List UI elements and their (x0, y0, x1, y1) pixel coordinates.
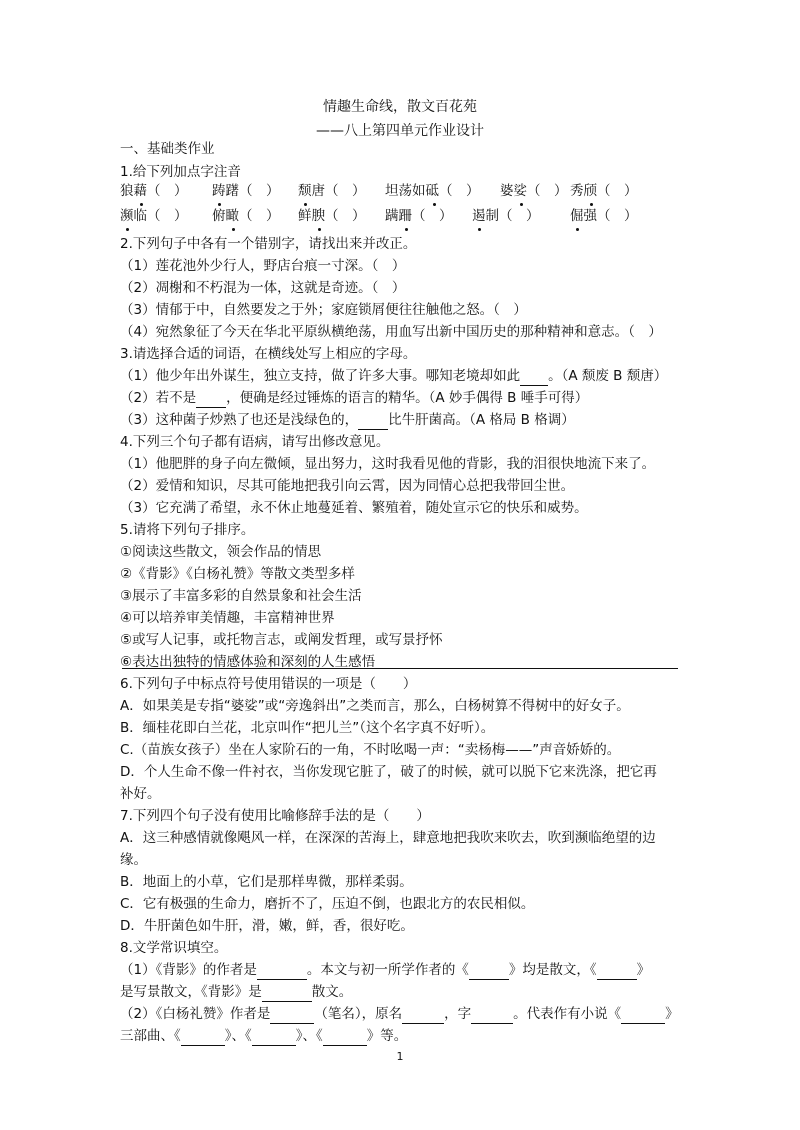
emphasis-dot (126, 228, 129, 231)
question-5-prompt: 5.请将下列句子排序。 (120, 522, 255, 538)
page-title: 情趣生命线，散文百花苑 (323, 99, 477, 115)
answer-blank[interactable] (621, 1009, 665, 1024)
answer-blank[interactable] (181, 1031, 225, 1046)
answer-blank[interactable] (323, 1031, 367, 1046)
question-3-item-1: （1）他少年出外谋生，独立支持，做了许多大事。哪知老境却如此 。（A 颓废 B 颓唐） (120, 368, 668, 384)
question-6-option-b: B．缅桂花即白兰花，北京叫作“把儿兰”（这个名字真不好听）。 (120, 720, 495, 736)
answer-blank[interactable] (196, 393, 226, 408)
emphasis-dot (576, 228, 579, 231)
question-8-prompt: 8.文学常识填空。 (120, 940, 228, 956)
pinyin-item: 狼藉（ ） (120, 183, 188, 199)
question-7-option-a: A．这三种感情就像飓风一样，在深深的苦海上，肆意地把我吹来吹去，吹到濒临绝望的边 (120, 830, 656, 846)
answer-blank[interactable] (520, 371, 548, 386)
question-5-item: ①阅读这些散文，领会作品的情思 (120, 544, 322, 560)
question-4-item: （3）它充满了希望，永不休止地蔓延着、繁殖着，随处宣示它的快乐和威势。 (120, 500, 588, 516)
answer-blank[interactable] (469, 965, 509, 980)
pinyin-item: 颓唐（ ） (298, 183, 366, 199)
question-2-item: （1）莲花池外少行人，野店台痕一寸深。（ ） (120, 258, 406, 274)
answer-line[interactable] (122, 668, 678, 669)
question-5-item: ⑥表达出独特的情感体验和深刻的人生感悟 (120, 654, 376, 670)
pinyin-item: 俯瞰（ ） (212, 208, 280, 224)
answer-blank[interactable] (252, 1031, 296, 1046)
question-4-item: （1）他肥胖的身子向左微倾，显出努力，这时我看见他的背影，我的泪很快地流下来了。 (120, 456, 656, 472)
question-5-item: ④可以培养审美情趣，丰富精神世界 (120, 610, 335, 626)
pinyin-item: 蹒跚（ ） (385, 208, 453, 224)
question-2-item: （4）宛然象征了今天在华北平原纵横绝荡，用血写出新中国历史的那种精神和意志。（ ） (120, 324, 662, 340)
pinyin-item: 婆娑（ ） (500, 183, 568, 199)
question-6-option-c: C.（苗族女孩子）坐在人家阶石的一角，不时吆喝一声：“卖杨梅——”声音娇娇的。 (120, 742, 621, 758)
question-5-item: ⑤或写人记事，或托物言志，或阐发哲理，或写景抒怀 (120, 632, 443, 648)
answer-blank[interactable] (257, 965, 307, 980)
question-7-option-a-cont: 缘。 (120, 852, 147, 868)
emphasis-dot (478, 228, 481, 231)
answer-blank[interactable] (597, 965, 637, 980)
pinyin-row-2 (120, 205, 680, 227)
answer-blank[interactable] (270, 1009, 314, 1024)
pinyin-item: 秀颀（ ） (570, 183, 638, 199)
emphasis-dot (318, 228, 321, 231)
question-6-option-d: D．个人生命不像一件衬衣，当你发现它脏了，破了的时候，就可以脱下它来洗涤，把它再 (120, 764, 657, 780)
pinyin-item: 坦荡如砥（ ） (385, 183, 480, 199)
question-4-item: （2）爱情和知识，尽其可能地把我引向云霄，因为同情心总把我带回尘世。 (120, 478, 575, 494)
pinyin-item: 鲜腴（ ） (298, 208, 366, 224)
question-2-prompt: 2.下列句子中各有一个错别字，请找出来并改正。 (120, 236, 417, 252)
question-1-prompt: 1.给下列加点字注音 (120, 164, 241, 180)
question-8-line-4: 三部曲、《 》、《 》、《 》等。 (120, 1028, 408, 1044)
pinyin-item: 倔强（ ） (570, 208, 638, 224)
question-6-prompt: 6.下列句子中标点符号使用错误的一项是（ ） (120, 676, 417, 692)
answer-blank[interactable] (402, 1009, 444, 1024)
question-7-option-d: D．牛肝菌色如牛肝，滑，嫩，鲜，香，很好吃。 (120, 918, 414, 934)
question-4-prompt: 4.下列三个句子都有语病，请写出修改意见。 (120, 434, 390, 450)
emphasis-dot (232, 228, 235, 231)
page-number: 1 (396, 1050, 404, 1063)
question-7-prompt: 7.下列四个句子没有使用比喻修辞手法的是（ ） (120, 808, 430, 824)
question-7-option-b: B．地面上的小草，它们是那样卑微，那样柔弱。 (120, 874, 413, 890)
question-3-prompt: 3.请选择合适的词语，在横线处写上相应的字母。 (120, 346, 417, 362)
pinyin-row-1 (120, 180, 680, 202)
question-3-item-2: （2）若不是 ，便确是经过锤炼的语言的精华。（A 妙手偶得 B 唾手可得） (120, 390, 589, 406)
question-7-option-c: C．它有极强的生命力，磨折不了，压迫不倒，也跟北方的农民相似。 (120, 896, 535, 912)
question-2-item: （2）凋榭和不朽混为一体，这就是奇迹。（ ） (120, 280, 406, 296)
question-6-option-a: A．如果美是专指“婆娑”或“旁逸斜出”之类而言，那么，白杨树算不得树中的好女子。 (120, 698, 630, 714)
question-5-item: ②《背影》《白杨礼赞》等散文类型多样 (120, 566, 355, 582)
question-6-option-d-cont: 补好。 (120, 786, 161, 802)
answer-blank[interactable] (471, 1009, 513, 1024)
answer-blank[interactable] (358, 415, 388, 430)
page-subtitle: ——八上第四单元作业设计 (316, 123, 484, 139)
question-8-line-1: （1）《背影》的作者是 。本文与初一所学作者的《 》均是散文，《 》 (120, 962, 651, 978)
section-heading: 一、基础类作业 (120, 141, 215, 157)
question-8-line-2: 是写景散文，《背影》是 散文。 (120, 984, 353, 1000)
pinyin-item: 踌躇（ ） (212, 183, 280, 199)
question-3-item-3: （3）这种菌子炒熟了也还是浅绿色的， 比牛肝菌高。（A 格局 B 格调） (120, 412, 575, 428)
answer-blank[interactable] (262, 987, 312, 1002)
question-8-line-3: （2）《白杨礼赞》作者是 （笔名），原名 ，字 。代表作有小说《 》 (120, 1006, 679, 1022)
pinyin-item: 濒临（ ） (120, 208, 188, 224)
emphasis-dot (405, 228, 408, 231)
pinyin-item: 遏制（ ） (472, 208, 540, 224)
question-5-item: ③展示了丰富多彩的自然景象和社会生活 (120, 588, 362, 604)
question-2-item: （3）情郁于中，自然要发之于外；家庭锁屑便往往触他之怒。（ ） (120, 302, 527, 318)
